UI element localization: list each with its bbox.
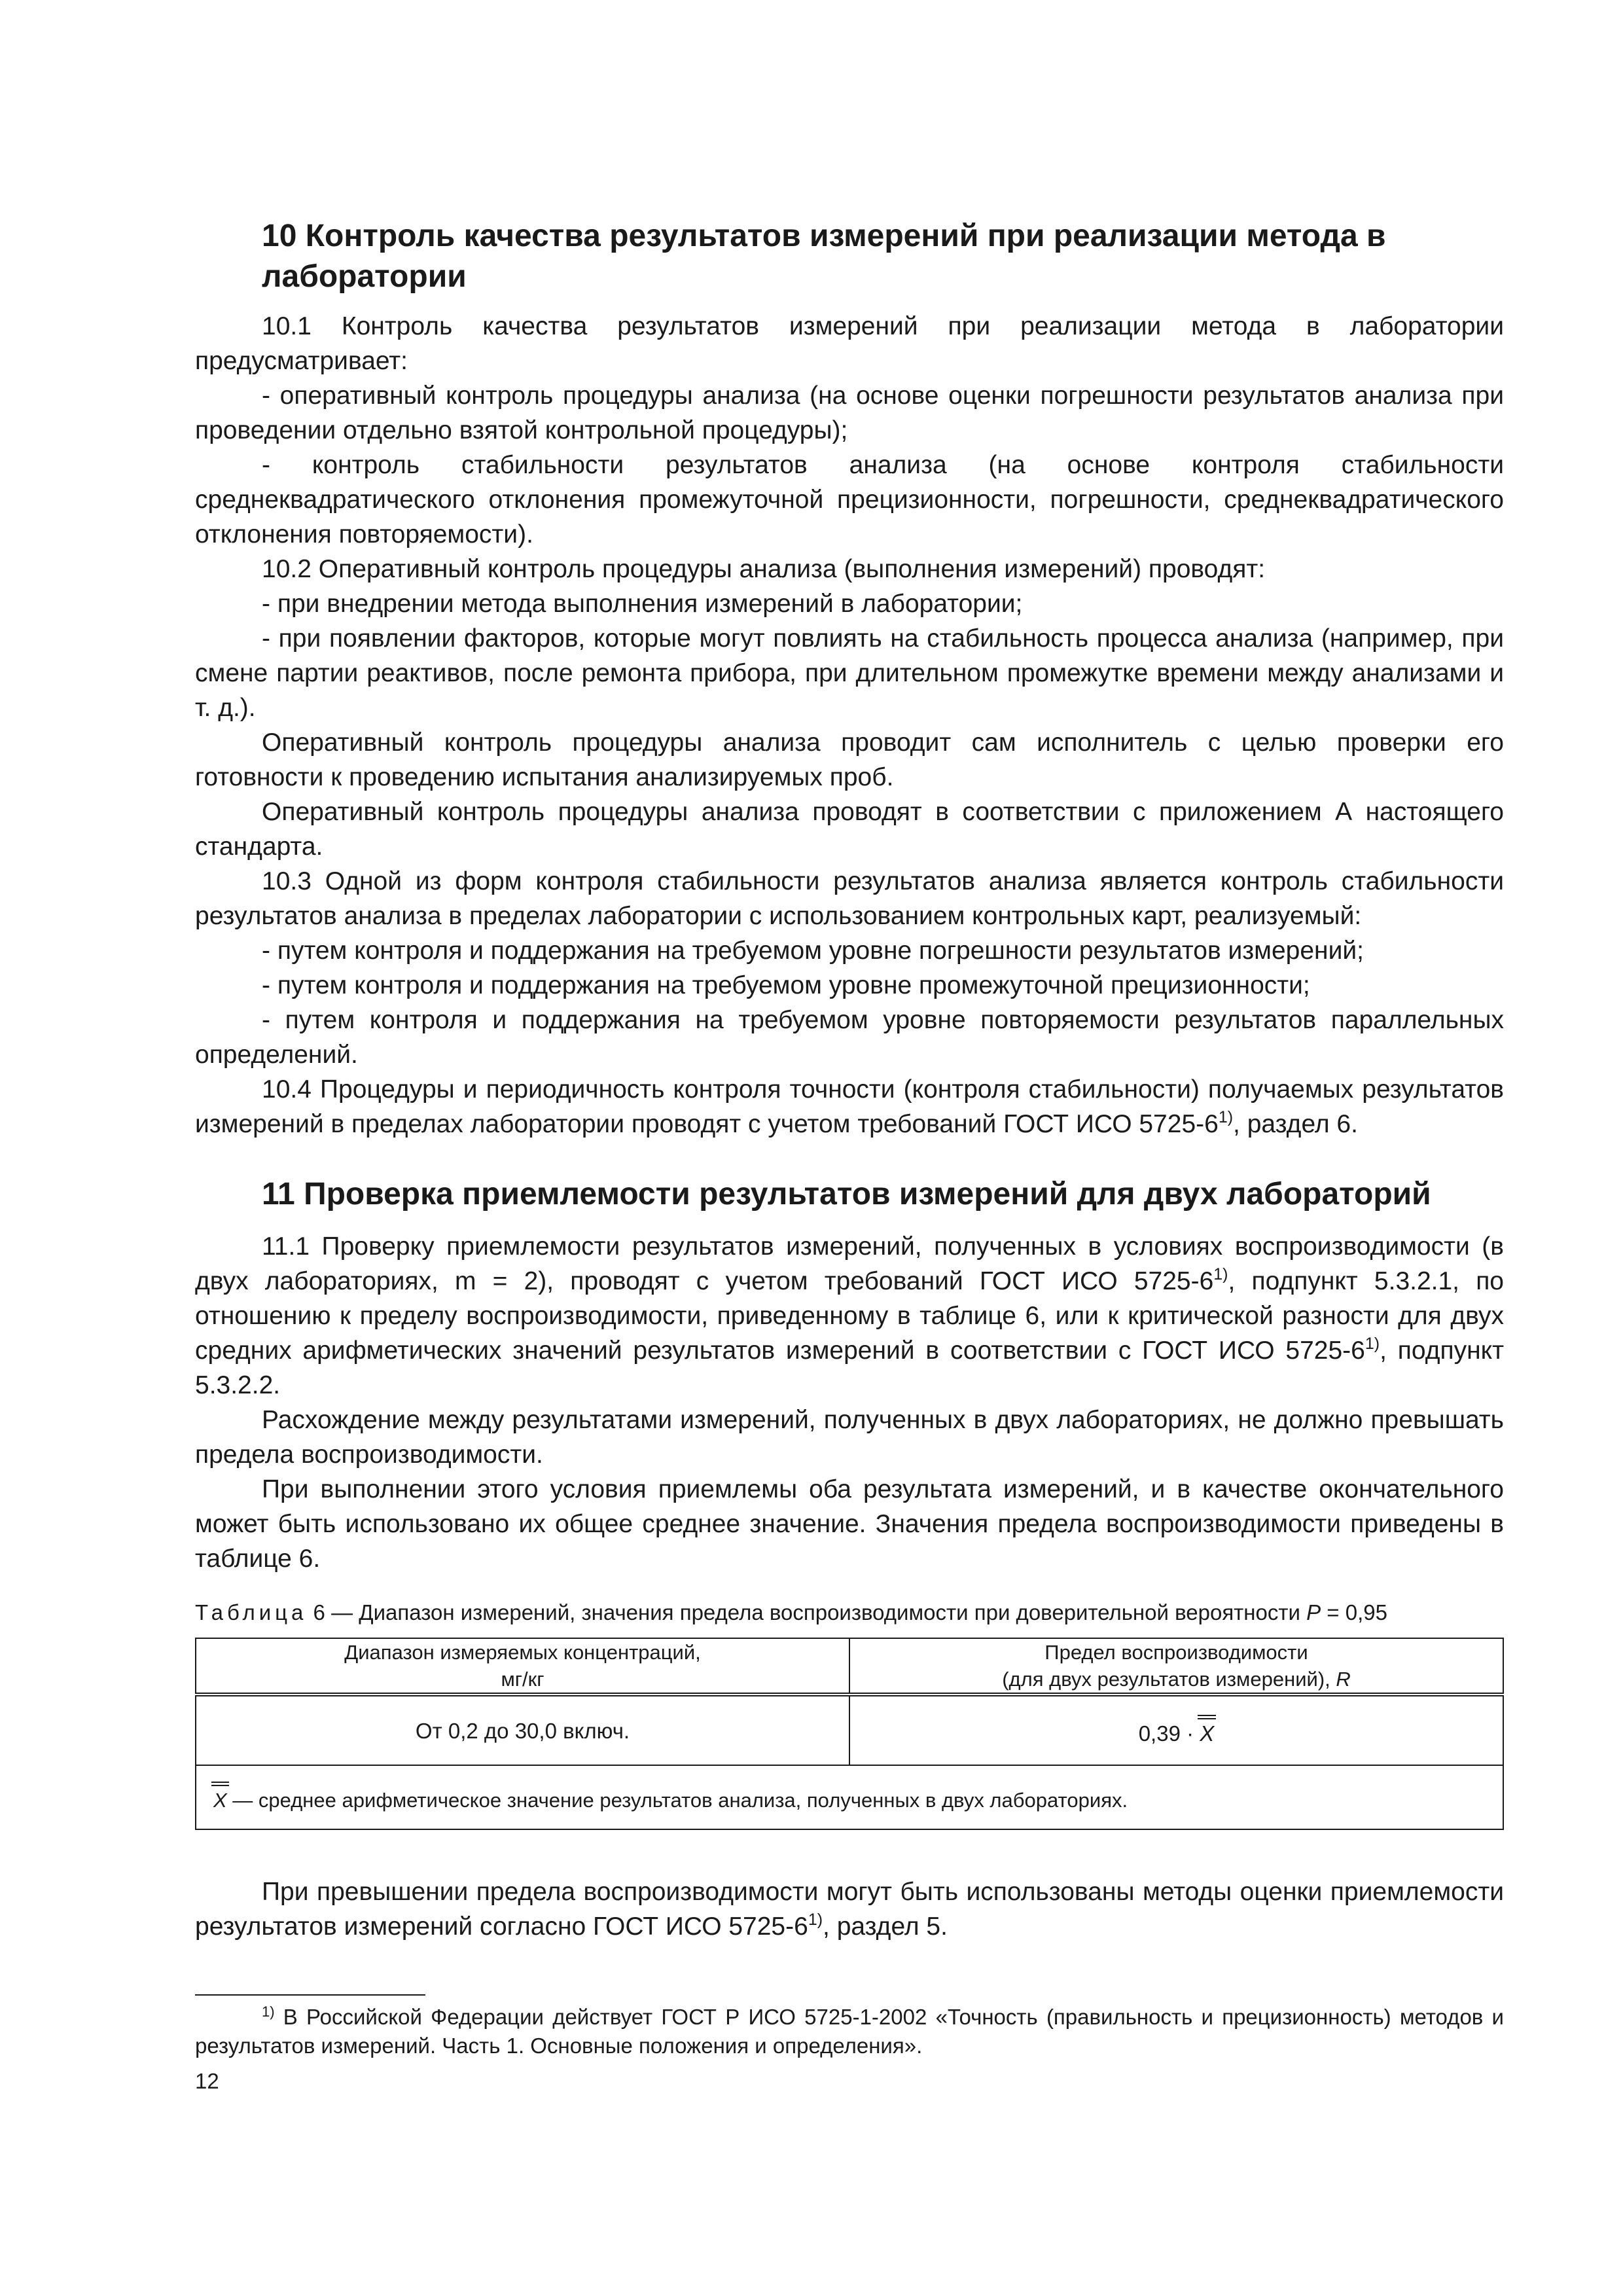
paragraph: Оперативный контроль процедуры анализа проводит сам исполнитель с целью проверки его готовности к проведению испытания анализируемых проб. [195, 728, 1504, 791]
text-run: 11.1 Проверку приемлемости результатов измерений, полученных в условиях воспроизводимости (в двух лабораториях, m = 2), проводят с учетом требований ГОСТ ИСО 5725-6 [195, 1232, 1504, 1295]
table-note [196, 1765, 1503, 1829]
list-item: - путем контроля и поддержания на требуемом уровне промежуточной прецизионности; [262, 971, 1310, 999]
table-caption-text: 6 — Диапазон измерений, значения предела воспроизводимости при доверительной вероятности [307, 1600, 1307, 1624]
x-double-bar-symbol: X [1200, 1715, 1214, 1747]
coefficient: 0,39 · [1138, 1721, 1200, 1746]
header-text-run: (для двух результатов измерений), [1002, 1668, 1336, 1691]
header-text: мг/кг [501, 1668, 544, 1691]
page-number: 12 [195, 2069, 219, 2093]
list-item: - контроль стабильности результатов анализа (на основе контроля стабильности среднеквадратического отклонения промежуточной прецизионности, погрешности, среднеквадратического отклонения повторяемости). [195, 451, 1504, 548]
r-symbol: R [1336, 1668, 1351, 1691]
paragraph-10-3: 10.3 Одной из форм контроля стабильности результатов анализа является контроль стабильности результатов анализа в пределах лаборатории с использованием контрольных карт, реализуемый: [195, 867, 1504, 930]
paragraph: При выполнении этого условия приемлемы оба результата измерений, и в качестве окончательного может быть использовано их общее среднее значение. Значения предела воспроизводимости приведены в таблице 6. [195, 1475, 1504, 1573]
page-content [195, 216, 1504, 1944]
table-caption-label: Таблица [195, 1600, 308, 1624]
section-11-heading: 11 Проверка приемлемости результатов измерений для двух лабораторий [262, 1177, 1431, 1211]
text-run: , подпункт 5.3.2.2. [195, 1336, 1504, 1399]
paragraph [195, 1874, 1504, 1944]
paragraph-10-4 [195, 1072, 1504, 1141]
list-item: - при появлении факторов, которые могут повлиять на стабильность процесса анализа (например, при смене партии реактивов, после ремонта прибора, при длительном промежутке времени между анализами и т. д.). [195, 624, 1504, 722]
table-caption [195, 1598, 1504, 1627]
list-item: - оперативный контроль процедуры анализа (на основе оценки погрешности результатов анализа при проведении отдельно взятой контрольной процедуры); [195, 382, 1504, 444]
header-cell-limit [849, 1638, 1503, 1695]
cell-range: От 0,2 до 30,0 включ. [196, 1695, 849, 1765]
table-6 [195, 1638, 1504, 1830]
header-cell-range [196, 1638, 849, 1695]
footnote-divider [195, 1994, 425, 1996]
footnote [195, 2003, 1504, 2060]
table-note-row [196, 1765, 1503, 1829]
footnote-ref: 1) [1364, 1335, 1380, 1353]
paragraph-10-1: 10.1 Контроль качества результатов измерений при реализации метода в лаборатории предусматривает: [195, 312, 1504, 375]
header-text: Диапазон измеряемых концентраций, [344, 1641, 701, 1664]
probability-symbol: P [1306, 1600, 1321, 1624]
header-text: Предел воспроизводимости [1044, 1641, 1308, 1664]
paragraph-10-2: 10.2 Оперативный контроль процедуры анализа (выполнения измерений) проводят: [262, 555, 1266, 583]
footnote-ref: 1) [1218, 1108, 1234, 1126]
footnote-mark: 1) [262, 2003, 275, 2020]
x-double-bar-symbol: X [213, 1782, 227, 1814]
note-text: — среднее арифметическое значение результатов анализа, полученных в двух лабораториях. [226, 1788, 1128, 1812]
footnote-text: В Российской Федерации действует ГОСТ Р ИСО 5725-1-2002 «Точность (правильность и прецизионность) методов и результатов измерений. Часть 1. Основные положения и определения». [195, 2005, 1504, 2058]
list-item: - путем контроля и поддержания на требуемом уровне повторяемости результатов параллельных определений. [195, 1006, 1504, 1069]
text-run: , подпункт 5.3.2.1, по отношению к пределу воспроизводимости, приведенному в таблице 6, или к критической разности для двух средних арифметических значений результатов измерений в соответствии с ГОСТ ИСО 5725-6 [195, 1267, 1504, 1365]
probability-value: = 0,95 [1321, 1600, 1387, 1624]
table-header-row [196, 1638, 1503, 1695]
list-item: - путем контроля и поддержания на требуемом уровне погрешности результатов измерений; [262, 937, 1364, 965]
text-run: , раздел 5. [823, 1912, 948, 1941]
list-item: - при внедрении метода выполнения измерений в лаборатории; [262, 590, 1023, 618]
header-text [857, 1666, 1496, 1693]
paragraph: Расхождение между результатами измерений, полученных в двух лабораториях, не должно превышать предела воспроизводимости. [195, 1406, 1504, 1469]
text-run: , раздел 6. [1233, 1110, 1358, 1138]
text-run: 10.4 Процедуры и периодичность контроля точности (контроля стабильности) получаемых результатов измерений в пределах лаборатории проводят с учетом требований ГОСТ ИСО 5725-6 [195, 1075, 1504, 1138]
footnote-ref: 1) [1213, 1265, 1228, 1283]
paragraph: Оперативный контроль процедуры анализа проводят в соответствии с приложением А настоящего стандарта. [195, 798, 1504, 861]
cell-limit [849, 1695, 1503, 1765]
table-row [196, 1695, 1503, 1765]
paragraph-11-1 [195, 1229, 1504, 1403]
text-run: При превышении предела воспроизводимости могут быть использованы методы оценки приемлемости результатов измерений согласно ГОСТ ИСО 5725-6 [195, 1878, 1504, 1941]
section-10-heading: 10 Контроль качества результатов измерений при реализации метода в лаборатории [262, 219, 1386, 294]
footnote-ref: 1) [808, 1910, 823, 1929]
